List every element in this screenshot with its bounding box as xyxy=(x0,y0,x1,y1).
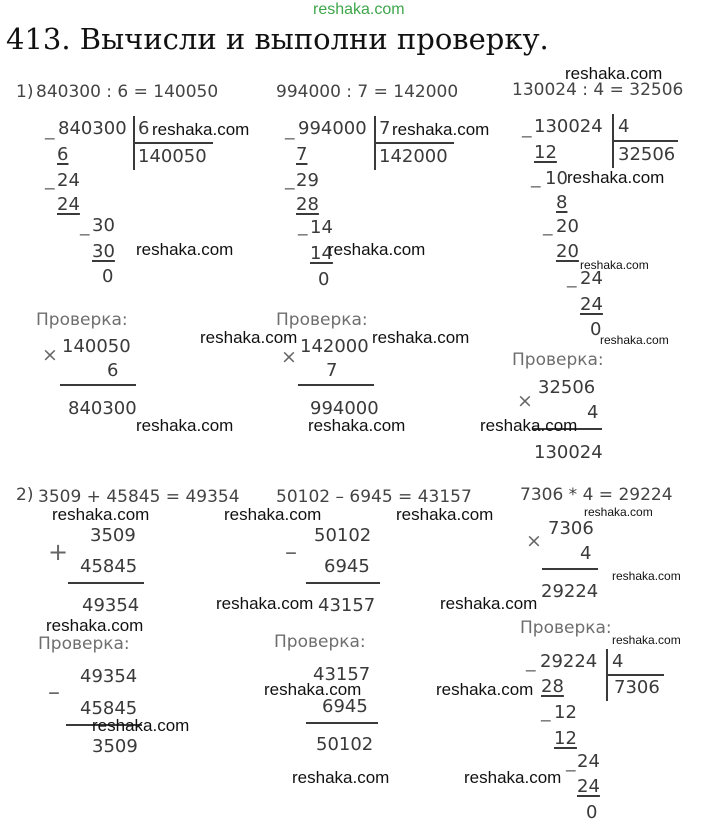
part2-equation-1: 3509 + 45845 = 49354 xyxy=(38,487,240,507)
dividend: 29224 xyxy=(540,651,598,672)
factor-b: 7 xyxy=(326,360,338,381)
check-label: Проверка: xyxy=(520,618,612,638)
step: 20 xyxy=(556,216,579,237)
minus-sign: _ xyxy=(522,116,532,138)
factor-a: 140050 xyxy=(62,336,131,357)
factor-a: 32506 xyxy=(538,377,596,398)
watermark: reshaka.com xyxy=(464,768,562,787)
part1-equation-2: 994000 : 7 = 142000 xyxy=(276,82,459,102)
watermark: reshaka.com xyxy=(224,505,322,524)
step: 6 xyxy=(57,144,69,165)
watermark-top: reshaka.com xyxy=(313,1,405,18)
quotient-line xyxy=(133,142,213,144)
watermark: reshaka.com xyxy=(308,416,406,435)
sum: 49354 xyxy=(82,595,140,616)
step: 24 xyxy=(577,776,600,797)
addend-a: 43157 xyxy=(313,664,371,685)
result-line xyxy=(60,384,136,386)
result-line xyxy=(542,568,598,570)
result-line xyxy=(298,384,374,386)
product: 994000 xyxy=(310,398,379,419)
quotient-line xyxy=(374,142,454,144)
watermark: reshaka.com xyxy=(480,416,578,435)
step: 14 xyxy=(310,243,333,264)
step: 8 xyxy=(556,192,568,213)
step: 12 xyxy=(554,702,577,723)
product: 130024 xyxy=(534,442,603,463)
minus-sign: _ xyxy=(543,214,553,236)
part2-equation-3: 7306 * 4 = 29224 xyxy=(520,485,673,505)
watermark: reshaka.com xyxy=(264,680,362,699)
quotient-line xyxy=(606,674,664,676)
divisor: 7 xyxy=(379,118,391,139)
result-line xyxy=(68,582,144,584)
minus-sign: _ xyxy=(541,700,551,722)
step: 12 xyxy=(534,142,557,163)
minus-sign: _ xyxy=(80,214,90,236)
dividend: 840300 xyxy=(58,118,127,139)
watermark: reshaka.com xyxy=(612,633,681,647)
part2-equation-2: 50102 – 6945 = 43157 xyxy=(276,487,472,507)
check-label: Проверка: xyxy=(276,310,368,330)
step: 30 xyxy=(92,215,115,236)
step: 24 xyxy=(57,194,80,215)
addend-b: 45845 xyxy=(80,556,138,577)
check-label: Проверка: xyxy=(38,634,130,654)
quotient-line xyxy=(612,140,678,142)
minus-sign: _ xyxy=(567,266,577,288)
watermark: reshaka.com xyxy=(580,258,649,272)
watermark: reshaka.com xyxy=(216,594,314,613)
product: 29224 xyxy=(541,581,599,602)
minus-sign: _ xyxy=(45,168,55,190)
watermark: reshaka.com xyxy=(152,120,250,139)
minuend: 50102 xyxy=(314,525,372,546)
part1-equation-1: 840300 : 6 = 140050 xyxy=(36,82,219,102)
watermark: reshaka.com xyxy=(372,328,470,347)
part2-marker: 2) xyxy=(16,485,34,505)
sum: 50102 xyxy=(316,734,374,755)
quotient: 140050 xyxy=(138,146,207,167)
dividend: 130024 xyxy=(534,116,603,137)
minus-sign: _ xyxy=(285,118,295,140)
step: 0 xyxy=(590,319,602,340)
factor-a: 7306 xyxy=(548,518,594,539)
step: 7 xyxy=(296,144,308,165)
step: 12 xyxy=(554,728,577,749)
watermark: reshaka.com xyxy=(436,680,534,699)
times-sign: × xyxy=(526,530,542,552)
dividend: 994000 xyxy=(298,118,367,139)
quotient: 32506 xyxy=(618,144,676,165)
minus-sign: _ xyxy=(526,650,536,672)
step: 24 xyxy=(577,751,600,772)
minus-sign: – xyxy=(285,538,297,566)
factor-b: 6 xyxy=(107,360,119,381)
times-sign: × xyxy=(517,390,533,412)
step: 30 xyxy=(92,241,115,262)
step: 24 xyxy=(580,268,603,289)
part1-equation-3: 130024 : 4 = 32506 xyxy=(512,80,684,100)
factor-a: 142000 xyxy=(300,336,369,357)
minus-sign: _ xyxy=(285,168,295,190)
result-line xyxy=(306,722,378,724)
step: 24 xyxy=(57,170,80,191)
product: 840300 xyxy=(68,398,137,419)
watermark: reshaka.com xyxy=(136,240,234,259)
minus-sign: – xyxy=(48,678,60,706)
step: 0 xyxy=(102,266,114,287)
difference: 3509 xyxy=(92,736,138,757)
exercise-title: 413. Вычисли и выполни проверку. xyxy=(6,22,549,56)
watermark: reshaka.com xyxy=(392,120,490,139)
addend-b: 6945 xyxy=(322,696,368,717)
step: 0 xyxy=(318,269,330,290)
times-sign: × xyxy=(42,344,58,366)
minuend: 49354 xyxy=(80,666,138,687)
watermark: reshaka.com xyxy=(565,64,663,83)
watermark: reshaka.com xyxy=(396,505,494,524)
minus-sign: _ xyxy=(566,750,576,772)
watermark: reshaka.com xyxy=(567,168,665,187)
step: 14 xyxy=(310,217,333,238)
factor-b: 4 xyxy=(580,543,592,564)
watermark: reshaka.com xyxy=(612,569,681,583)
minus-sign: _ xyxy=(531,166,541,188)
step: 28 xyxy=(541,676,564,697)
minus-sign: _ xyxy=(298,214,308,236)
divisor: 4 xyxy=(618,116,630,137)
quotient: 142000 xyxy=(379,146,448,167)
watermark: reshaka.com xyxy=(328,240,426,259)
addend-a: 3509 xyxy=(90,525,136,546)
watermark: reshaka.com xyxy=(136,416,234,435)
factor-b: 4 xyxy=(587,402,599,423)
part1-marker: 1) xyxy=(16,82,34,102)
result-line xyxy=(306,582,380,584)
plus-sign: + xyxy=(48,538,69,566)
check-label: Проверка: xyxy=(274,632,366,652)
minus-sign: _ xyxy=(45,118,55,140)
watermark: reshaka.com xyxy=(52,505,150,524)
times-sign: × xyxy=(281,346,297,368)
quotient: 7306 xyxy=(614,677,660,698)
step: 28 xyxy=(296,194,319,215)
step: 20 xyxy=(556,241,579,262)
check-label: Проверка: xyxy=(36,310,128,330)
check-label: Проверка: xyxy=(512,350,604,370)
watermark: reshaka.com xyxy=(46,616,144,635)
watermark: reshaka.com xyxy=(584,505,653,519)
watermark: reshaka.com xyxy=(92,716,190,735)
divisor: 6 xyxy=(138,118,150,139)
watermark: reshaka.com xyxy=(600,333,669,347)
watermark: reshaka.com xyxy=(440,594,538,613)
watermark: reshaka.com xyxy=(200,328,298,347)
subtrahend: 6945 xyxy=(324,556,370,577)
difference: 43157 xyxy=(318,595,376,616)
step: 10 xyxy=(545,168,568,189)
watermark: reshaka.com xyxy=(292,768,390,787)
divisor: 4 xyxy=(612,651,624,672)
step: 24 xyxy=(580,294,603,315)
step: 29 xyxy=(296,170,319,191)
step: 0 xyxy=(586,802,598,823)
subtrahend: 45845 xyxy=(80,698,138,719)
